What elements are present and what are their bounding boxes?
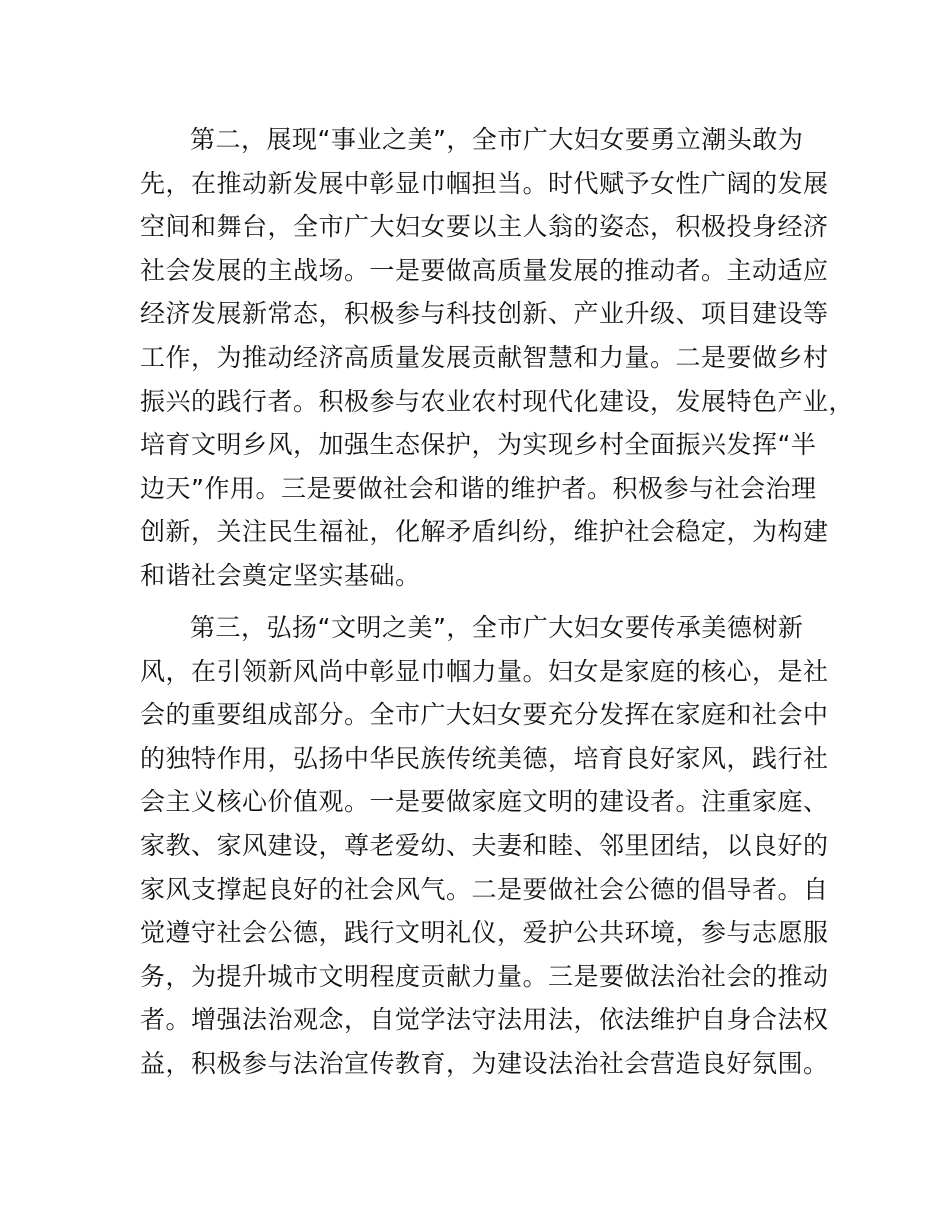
text-line: 的独特作用，弘扬中华民族传统美德，培育良好家风，践行社 [140, 743, 829, 773]
text-line: 和谐社会奠定坚实基础。 [140, 560, 421, 590]
text-line: 振兴的践行者。积极参与农业农村现代化建设，发展特色产业， [140, 386, 855, 416]
text-line: 创新，关注民生福祉，化解矛盾纠纷，维护社会稳定，为构建 [140, 517, 829, 547]
text-line: 家风支撑起良好的社会风气。二是要做社会公德的倡导者。自 [140, 874, 829, 904]
paragraph-civilization-beauty [140, 606, 830, 1086]
text-line: 家教、家风建设，尊老爱幼、夫妻和睦、邻里团结，以良好的 [140, 830, 829, 860]
text-line: 工作，为推动经济高质量发展贡献智慧和力量。二是要做乡村 [140, 342, 829, 372]
text-line: 务，为提升城市文明程度贡献力量。三是要做法治社会的推动 [140, 961, 829, 991]
text-line: 风，在引领新风尚中彰显巾帼力量。妇女是家庭的核心，是社 [140, 656, 829, 686]
text-line: 先，在推动新发展中彰显巾帼担当。时代赋予女性广阔的发展 [140, 168, 829, 198]
text-line: 者。增强法治观念，自觉学法守法用法，依法维护自身合法权 [140, 1005, 829, 1035]
text-line: 会主义核心价值观。一是要做家庭文明的建设者。注重家庭、 [140, 787, 829, 817]
text-line: 经济发展新常态，积极参与科技创新、产业升级、项目建设等 [140, 299, 829, 329]
text-line: 益，积极参与法治宣传教育，为建设法治社会营造良好氛围。 [140, 1048, 829, 1078]
text-line: 培育文明乡风，加强生态保护，为实现乡村全面振兴发挥“半 [140, 430, 817, 460]
text-line: 觉遵守社会公德，践行文明礼仪，爱护公共环境，参与志愿服 [140, 918, 829, 948]
text-line: 空间和舞台，全市广大妇女要以主人翁的姿态，积极投身经济 [140, 212, 829, 242]
paragraph-career-beauty [140, 118, 855, 598]
text-line: 社会发展的主战场。一是要做高质量发展的推动者。主动适应 [140, 255, 829, 285]
text-line: 边天”作用。三是要做社会和谐的维护者。积极参与社会治理 [140, 473, 817, 503]
text-line: 第二，展现“事业之美”，全市广大妇女要勇立潮头敢为 [190, 125, 804, 154]
text-line: 会的重要组成部分。全市广大妇女要充分发挥在家庭和社会中 [140, 700, 829, 730]
text-line: 第三，弘扬“文明之美”，全市广大妇女要传承美德树新 [190, 613, 804, 642]
